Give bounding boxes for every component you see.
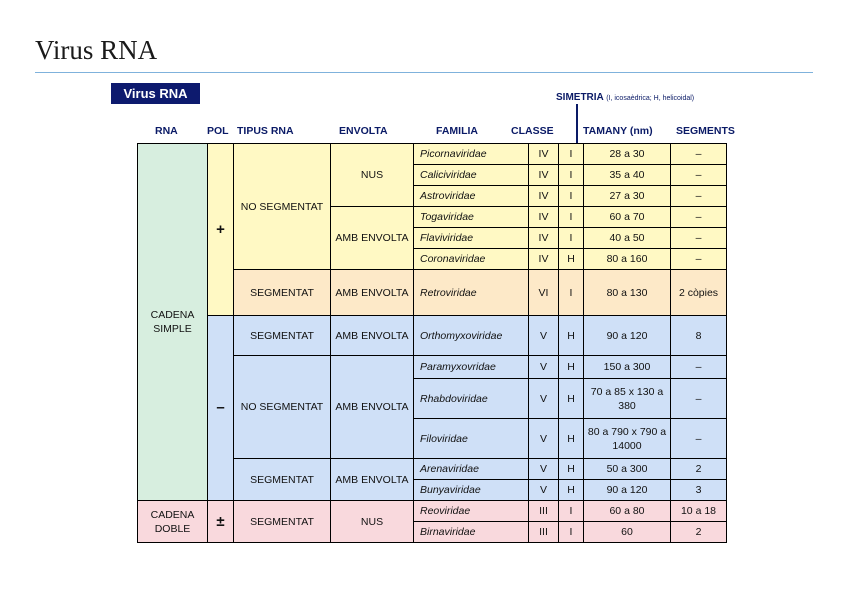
simetria-cell: H xyxy=(559,419,584,459)
header-envolta: ENVOLTA xyxy=(339,125,388,137)
tipus-segmentat: SEGMENTAT xyxy=(234,501,331,543)
familia-cell: Reoviridae xyxy=(414,501,529,522)
segments-cell: – xyxy=(671,144,727,165)
segments-cell: – xyxy=(671,249,727,270)
segments-cell: – xyxy=(671,379,727,419)
envolta-amb-envolta: AMB ENVOLTA xyxy=(331,316,414,356)
envolta-amb-envolta: AMB ENVOLTA xyxy=(331,459,414,501)
classe-cell: IV xyxy=(529,186,559,207)
classe-cell: IV xyxy=(529,144,559,165)
segments-cell: – xyxy=(671,356,727,379)
segments-cell: 2 còpies xyxy=(671,270,727,316)
tamany-cell: 80 a 160 xyxy=(584,249,671,270)
tamany-cell: 28 a 30 xyxy=(584,144,671,165)
simetria-cell: I xyxy=(559,207,584,228)
tamany-cell: 35 a 40 xyxy=(584,165,671,186)
polarity-plus: + xyxy=(208,144,234,316)
polarity-minus: – xyxy=(208,316,234,501)
tamany-cell: 27 a 30 xyxy=(584,186,671,207)
familia-cell: Flaviviridae xyxy=(414,228,529,249)
envolta-amb-envolta: AMB ENVOLTA xyxy=(331,356,414,459)
classe-cell: V xyxy=(529,379,559,419)
title-divider xyxy=(35,72,813,73)
tipus-segmentat: SEGMENTAT xyxy=(234,316,331,356)
simetria-cell: I xyxy=(559,144,584,165)
familia-cell: Retroviridae xyxy=(414,270,529,316)
simetria-cell: H xyxy=(559,459,584,480)
segments-cell: – xyxy=(671,228,727,249)
segments-cell: – xyxy=(671,165,727,186)
tipus-no-segmentat: NO SEGMENTAT xyxy=(234,144,331,270)
segments-cell: – xyxy=(671,207,727,228)
familia-cell: Rhabdoviridae xyxy=(414,379,529,419)
classe-cell: V xyxy=(529,316,559,356)
envolta-amb-envolta: AMB ENVOLTA xyxy=(331,270,414,316)
envolta-nus: NUS xyxy=(331,501,414,543)
header-familia: FAMILIA xyxy=(436,125,478,137)
segments-cell: – xyxy=(671,186,727,207)
familia-cell: Picornaviridae xyxy=(414,144,529,165)
segments-cell: 10 a 18 xyxy=(671,501,727,522)
familia-cell: Bunyaviridae xyxy=(414,480,529,501)
header-rna: RNA xyxy=(155,125,178,137)
tamany-cell: 80 a 130 xyxy=(584,270,671,316)
classe-cell: IV xyxy=(529,228,559,249)
simetria-cell: H xyxy=(559,356,584,379)
classe-cell: VI xyxy=(529,270,559,316)
familia-cell: Orthomyxoviridae xyxy=(414,316,529,356)
envolta-nus: NUS xyxy=(331,144,414,207)
simetria-note: (I, icosaèdrica; H, helicoidal) xyxy=(606,95,695,102)
familia-cell: Togaviridae xyxy=(414,207,529,228)
simetria-cell: I xyxy=(559,228,584,249)
simetria-cell: H xyxy=(559,316,584,356)
familia-cell: Caliciviridae xyxy=(414,165,529,186)
familia-cell: Filoviridae xyxy=(414,419,529,459)
classe-cell: IV xyxy=(529,207,559,228)
tamany-cell: 80 a 790 x 790 a 14000 xyxy=(584,419,671,459)
tipus-segmentat: SEGMENTAT xyxy=(234,459,331,501)
simetria-cell: H xyxy=(559,249,584,270)
tipus-no-segmentat: NO SEGMENTAT xyxy=(234,356,331,459)
tamany-cell: 90 a 120 xyxy=(584,480,671,501)
header-pol: POL xyxy=(207,125,229,137)
tipus-segmentat: SEGMENTAT xyxy=(234,270,331,316)
simetria-cell: I xyxy=(559,501,584,522)
tamany-cell: 60 xyxy=(584,522,671,543)
simetria-pointer-line xyxy=(576,104,578,143)
simetria-header xyxy=(556,92,694,103)
tamany-cell: 40 a 50 xyxy=(584,228,671,249)
segments-cell: – xyxy=(671,419,727,459)
familia-cell: Coronaviridae xyxy=(414,249,529,270)
familia-cell: Birnaviridae xyxy=(414,522,529,543)
table-badge: Virus RNA xyxy=(111,83,200,104)
segments-cell: 8 xyxy=(671,316,727,356)
familia-cell: Paramyxovridae xyxy=(414,356,529,379)
simetria-cell: H xyxy=(559,480,584,501)
classe-cell: V xyxy=(529,419,559,459)
tamany-cell: 70 a 85 x 130 a 380 xyxy=(584,379,671,419)
tamany-cell: 60 a 80 xyxy=(584,501,671,522)
cadena-simple-cell: CADENA SIMPLE xyxy=(138,144,208,501)
simetria-cell: H xyxy=(559,379,584,419)
polarity-plus-minus: ± xyxy=(208,501,234,543)
classe-cell: V xyxy=(529,459,559,480)
segments-cell: 2 xyxy=(671,522,727,543)
segments-cell: 3 xyxy=(671,480,727,501)
classe-cell: V xyxy=(529,356,559,379)
simetria-cell: I xyxy=(559,165,584,186)
classe-cell: IV xyxy=(529,165,559,186)
familia-cell: Astroviridae xyxy=(414,186,529,207)
envolta-amb-envolta: AMB ENVOLTA xyxy=(331,207,414,270)
simetria-cell: I xyxy=(559,270,584,316)
header-tipus-rna: TIPUS RNA xyxy=(237,125,294,137)
familia-cell: Arenaviridae xyxy=(414,459,529,480)
classe-cell: IV xyxy=(529,249,559,270)
classe-cell: III xyxy=(529,501,559,522)
cadena-doble-cell: CADENA DOBLE xyxy=(138,501,208,543)
segments-cell: 2 xyxy=(671,459,727,480)
virus-rna-table xyxy=(137,143,727,543)
slide-title: Virus RNA xyxy=(35,35,158,65)
tamany-cell: 150 a 300 xyxy=(584,356,671,379)
header-tamany: TAMANY (nm) xyxy=(583,125,653,137)
header-classe: CLASSE xyxy=(511,125,554,137)
tamany-cell: 90 a 120 xyxy=(584,316,671,356)
tamany-cell: 60 a 70 xyxy=(584,207,671,228)
tamany-cell: 50 a 300 xyxy=(584,459,671,480)
simetria-label: SIMETRIA xyxy=(556,92,604,103)
header-segments: SEGMENTS xyxy=(676,125,735,137)
classe-cell: III xyxy=(529,522,559,543)
simetria-cell: I xyxy=(559,186,584,207)
classe-cell: V xyxy=(529,480,559,501)
simetria-cell: I xyxy=(559,522,584,543)
